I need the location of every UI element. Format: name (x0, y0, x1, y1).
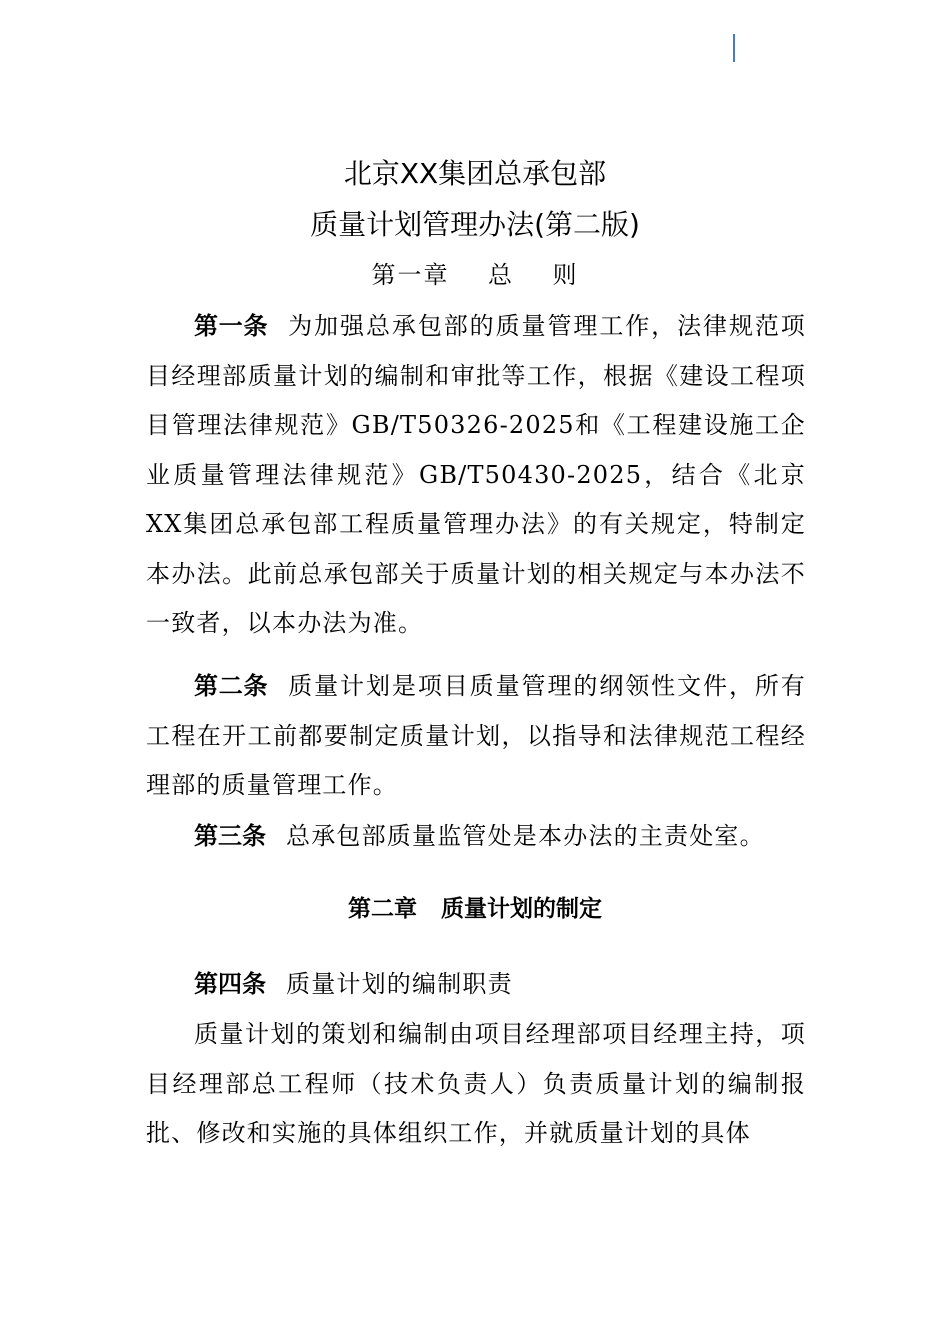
article-1 (146, 302, 806, 649)
article-2 (146, 662, 806, 811)
chapter-heading-2: 第二章 质量计划的制定 (347, 896, 603, 922)
article-3-label: 第三条 (194, 822, 266, 850)
article-3 (146, 812, 806, 862)
article-3-text: 总承包部质量监管处是本办法的主责处室。 (286, 822, 765, 850)
article-4-body: 质量计划的策划和编制由项目经理部项目经理主持，项目经理部总工程师（技术负责人）负责质量计划的编制报批、修改和实施的具体组织工作，并就质量计划的具体 (146, 1020, 806, 1147)
document-title-line2: 质量计划管理办法(第二版) (310, 208, 640, 241)
article-2-text: 质量计划是项目质量管理的纲领性文件，所有工程在开工前都要制定质量计划，以指导和法律规范工程经理部的质量管理工作。 (146, 672, 807, 799)
article-4-text: 质量计划的编制职责 (286, 970, 513, 998)
article-1-text: 为加强总承包部的质量管理工作，法律规范项目经理部质量计划的编制和审批等工作，根据《建设工程项目管理法律规范》GB/T50326-2025和《工程建设施工企业质量管理法律规范》GB/T50430-2025，结合《北京XX集团总承包部工程质量管理办法》的有关规定，特制定本办法。此前总承包部关于质量计划的相关规定与本办法不一致者，以本办法为准。 (146, 312, 807, 637)
article-1-label: 第一条 (194, 312, 269, 340)
article-2-label: 第二条 (194, 672, 269, 700)
chapter-heading-1: 第一章 总 则 (371, 261, 579, 289)
article-4-label: 第四条 (194, 970, 266, 998)
page-corner-mark (733, 34, 735, 62)
document-title-line1: 北京XX集团总承包部 (343, 157, 607, 190)
article-4 (146, 960, 806, 1010)
